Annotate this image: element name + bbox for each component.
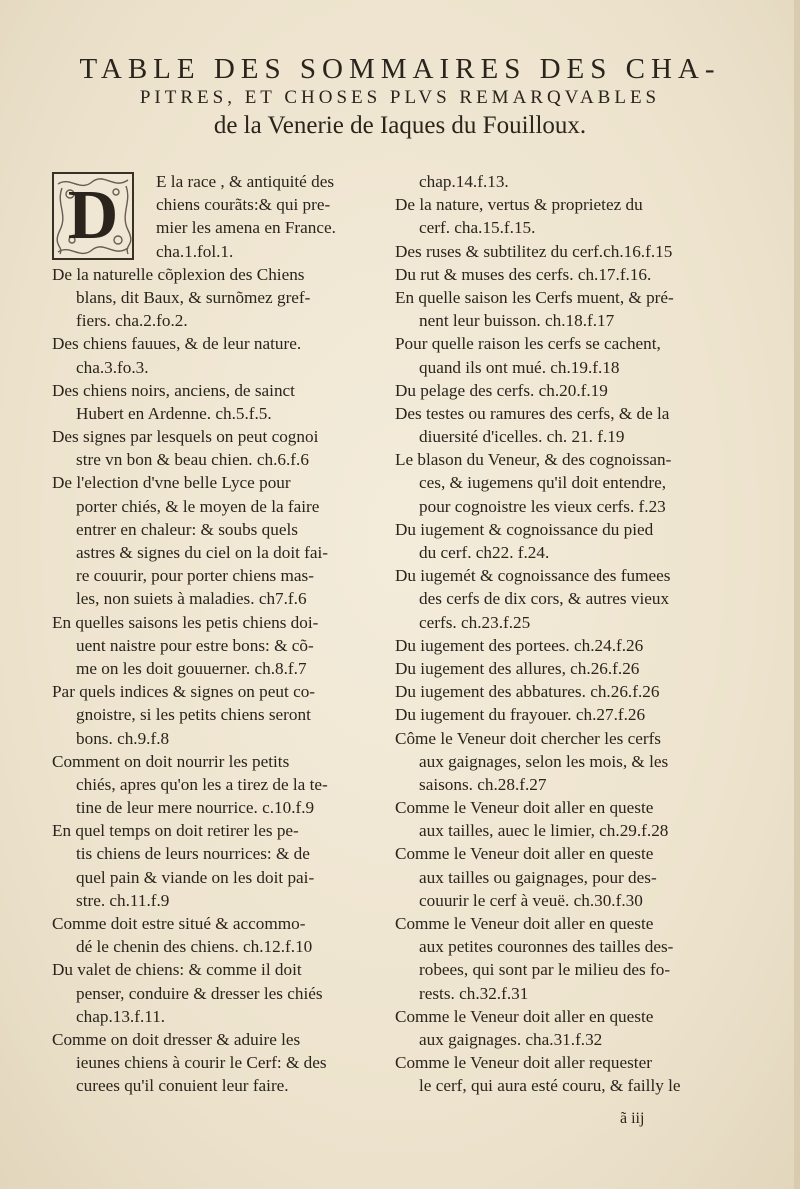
entry-line: mier les amena en France.: [156, 218, 336, 238]
entry-line: chap.14.f.13.: [419, 172, 509, 191]
entry-line: Des testes ou ramures des cerfs, & de la: [395, 403, 670, 423]
entry-line: robees, qui sont par le milieu des fo-: [419, 960, 671, 980]
entry-line: Comme le Veneur doit aller en queste: [395, 914, 654, 933]
initial-letter: D: [67, 177, 119, 254]
entry-line: le cerf, qui aura esté couru, & failly le: [419, 1076, 681, 1096]
entry-line: En quel temps on doit retirer les pe-: [52, 821, 299, 841]
entry-line: fiers. cha.2.fo.2.: [76, 311, 188, 331]
entry-line: uent naistre pour estre bons: & cõ-: [76, 635, 314, 655]
table-entry: [395, 1051, 735, 1097]
table-entry: [395, 402, 735, 448]
entry-line: Comme le Veneur doit aller en queste: [395, 1006, 654, 1026]
entry-line: En quelle saison les Cerfs muent, & pré-: [395, 287, 674, 307]
table-entry: [395, 657, 735, 680]
entry-line: aux tailles ou gaignages, pour des-: [419, 867, 657, 887]
entry-line: De la naturelle cõplexion des Chiens: [52, 264, 305, 284]
entry-line: cerf. cha.15.f.15.: [419, 218, 536, 238]
entry-line: De l'election d'vne belle Lyce pour: [52, 473, 291, 493]
entry-line: quand ils ont mué. ch.19.f.18: [419, 357, 620, 377]
entry-line: Comme le Veneur doit aller en queste: [395, 798, 654, 818]
entry-line: les, non suiets à maladies. ch7.f.6: [76, 589, 307, 609]
table-entry: [52, 263, 377, 333]
entry-line: Du pelage des cerfs. ch.20.f.19: [395, 380, 608, 400]
entry-line: entrer en chaleur: & soubs quels: [76, 519, 298, 539]
entry-line: aux gaignages. cha.31.f.32: [419, 1029, 603, 1049]
entry-line: cha.1.fol.1.: [156, 241, 234, 261]
entry-line: penser, conduire & dresser les chiés: [76, 983, 323, 1003]
page-edge: [794, 0, 800, 1189]
entry-line: aux petites couronnes des tailles des-: [419, 937, 674, 957]
entry-line: Du valet de chiens: & comme il doit: [52, 960, 302, 980]
entry-line: bons. ch.9.f.8: [76, 728, 170, 748]
entry-line: Le blason du Veneur, & des cognoissan-: [395, 450, 672, 470]
entry-line: astres & signes du ciel on la doit fai-: [76, 543, 329, 562]
entry-line: couurir le cerf à veuë. ch.30.f.30: [419, 890, 643, 910]
table-entry: [395, 286, 735, 332]
table-entry: [395, 170, 735, 193]
table-entry: [395, 332, 735, 378]
table-entry: [395, 703, 735, 726]
table-entry: [395, 796, 735, 842]
table-entry: [395, 448, 735, 518]
entry-line: En quelles saisons les petis chiens doi-: [52, 612, 319, 632]
entry-line: pour cognoistre les vieux cerfs. f.23: [419, 496, 666, 516]
entry-line: Des signes par lesquels on peut cognoi: [52, 427, 319, 447]
entry-line: chap.13.f.11.: [76, 1006, 166, 1026]
table-entry: [395, 842, 735, 912]
title-line-3: de la Venerie de Iaques du Fouilloux.: [213, 112, 587, 139]
entry-line: Comme le Veneur doit aller en queste: [395, 844, 654, 864]
signature-mark: ã iij: [620, 1110, 645, 1127]
right-column: [395, 170, 735, 1098]
entry-line: Comme le Veneur doit aller requester: [395, 1053, 652, 1073]
entry-line: stre. ch.11.f.9: [76, 890, 170, 910]
entry-line: Pour quelle raison les cerfs se cachent,: [395, 334, 661, 354]
title-line-1: TABLE DES SOMMAIRES DES CHA-: [79, 53, 721, 85]
table-entry: [52, 611, 377, 681]
entry-line: Du rut & muses des cerfs. ch.17.f.16.: [395, 264, 652, 284]
table-entry: [52, 958, 377, 1028]
table-entry: [52, 471, 377, 610]
entry-line: Par quels indices & signes on peut co-: [52, 682, 316, 702]
entry-line: du cerf. ch22. f.24.: [419, 543, 550, 562]
entry-line: ces, & iugemens qu'il doit entendre,: [419, 473, 667, 493]
entry-line: curees qu'il conuient leur faire.: [76, 1076, 289, 1096]
left-column: [52, 170, 377, 1098]
entry-line: saisons. ch.28.f.27: [419, 774, 547, 794]
table-entry: [395, 912, 735, 1005]
page-header: [40, 52, 760, 142]
entry-line: stre vn bon & beau chien. ch.6.f.6: [76, 450, 309, 470]
table-entry: [52, 425, 377, 471]
entry-line: Du iugement des allures, ch.26.f.26: [395, 658, 640, 678]
entry-line: dé le chenin des chiens. ch.12.f.10: [76, 937, 313, 957]
table-entry: [395, 634, 735, 657]
entry-line: Comment on doit nourrir les petits: [52, 751, 290, 771]
entry-line: ieunes chiens à courir le Cerf: & des: [76, 1053, 327, 1073]
entry-line: porter chiés, & le moyen de la faire: [76, 496, 320, 516]
entry-line: Côme le Veneur doit chercher les cerfs: [395, 728, 661, 748]
entry-line: De la nature, vertus & proprietez du: [395, 195, 643, 215]
entry-line: cerfs. ch.23.f.25: [419, 612, 531, 632]
entry-line: Des chiens fauues, & de leur nature.: [52, 334, 302, 354]
entry-line: gnoistre, si les petits chiens seront: [76, 705, 311, 725]
table-entry: [52, 680, 377, 750]
entry-line: chiens courãts:& qui pre-: [156, 195, 331, 215]
table-entry: [395, 1005, 735, 1051]
entry-line: nent leur buisson. ch.18.f.17: [419, 311, 615, 331]
entry-line: quel pain & viande on les doit pai-: [76, 867, 315, 887]
table-entry: [52, 332, 377, 378]
entry-line: tis chiens de leurs nourrices: & de: [76, 844, 310, 864]
table-entry: [52, 912, 377, 958]
table-entry: [395, 680, 735, 703]
entry-line: re couurir, pour porter chiens mas-: [76, 566, 314, 586]
entry-line: Des chiens noirs, anciens, de sainct: [52, 380, 295, 400]
entry-line: Comme on doit dresser & aduire les: [52, 1029, 301, 1049]
entry-line: diuersité d'icelles. ch. 21. f.19: [419, 427, 625, 447]
entry-line: rests. ch.32.f.31: [419, 983, 529, 1003]
title-line-2: PITRES, ET CHOSES PLVS REMARQVABLES: [139, 87, 661, 108]
entry-line: Des ruses & subtilitez du cerf.ch.16.f.15: [395, 241, 673, 261]
entry-line: E la race , & antiquité des: [156, 172, 335, 191]
table-entry: [395, 564, 735, 634]
table-entry: [395, 193, 735, 239]
entry-line: Du iugement des portees. ch.24.f.26: [395, 635, 644, 655]
entry-line: chiés, apres qu'on les a tirez de la te-: [76, 774, 328, 794]
table-entry: [395, 518, 735, 564]
entry-line: aux gaignages, selon les mois, & les: [419, 751, 669, 771]
entry-line: Du iugement & cognoissance du pied: [395, 519, 654, 539]
entry-line: aux tailles, auec le limier, ch.29.f.28: [419, 821, 669, 841]
decorated-initial: [52, 172, 134, 260]
entry-line: me on les doit gouuerner. ch.8.f.7: [76, 658, 307, 678]
table-entry: [52, 750, 377, 820]
table-entry: [395, 240, 735, 263]
table-entry: [395, 263, 735, 286]
entry-line: Du iugement du frayouer. ch.27.f.26: [395, 705, 646, 725]
table-entry: [395, 379, 735, 402]
table-entry: [52, 379, 377, 425]
entry-line: des cerfs de dix cors, & autres vieux: [419, 589, 670, 609]
table-entry: [395, 727, 735, 797]
entry-line: blans, dit Baux, & surnõmez gref-: [76, 287, 311, 307]
entry-line: Hubert en Ardenne. ch.5.f.5.: [76, 403, 272, 423]
entry-line: tine de leur mere nourrice. c.10.f.9: [76, 798, 315, 818]
table-entry: [52, 819, 377, 912]
table-entry: [52, 1028, 377, 1098]
entry-line: Du iugemét & cognoissance des fumees: [395, 566, 671, 586]
entry-line: Comme doit estre situé & accommo-: [52, 914, 306, 933]
entry-line: cha.3.fo.3.: [76, 357, 149, 377]
entry-line: Du iugement des abbatures. ch.26.f.26: [395, 682, 660, 702]
